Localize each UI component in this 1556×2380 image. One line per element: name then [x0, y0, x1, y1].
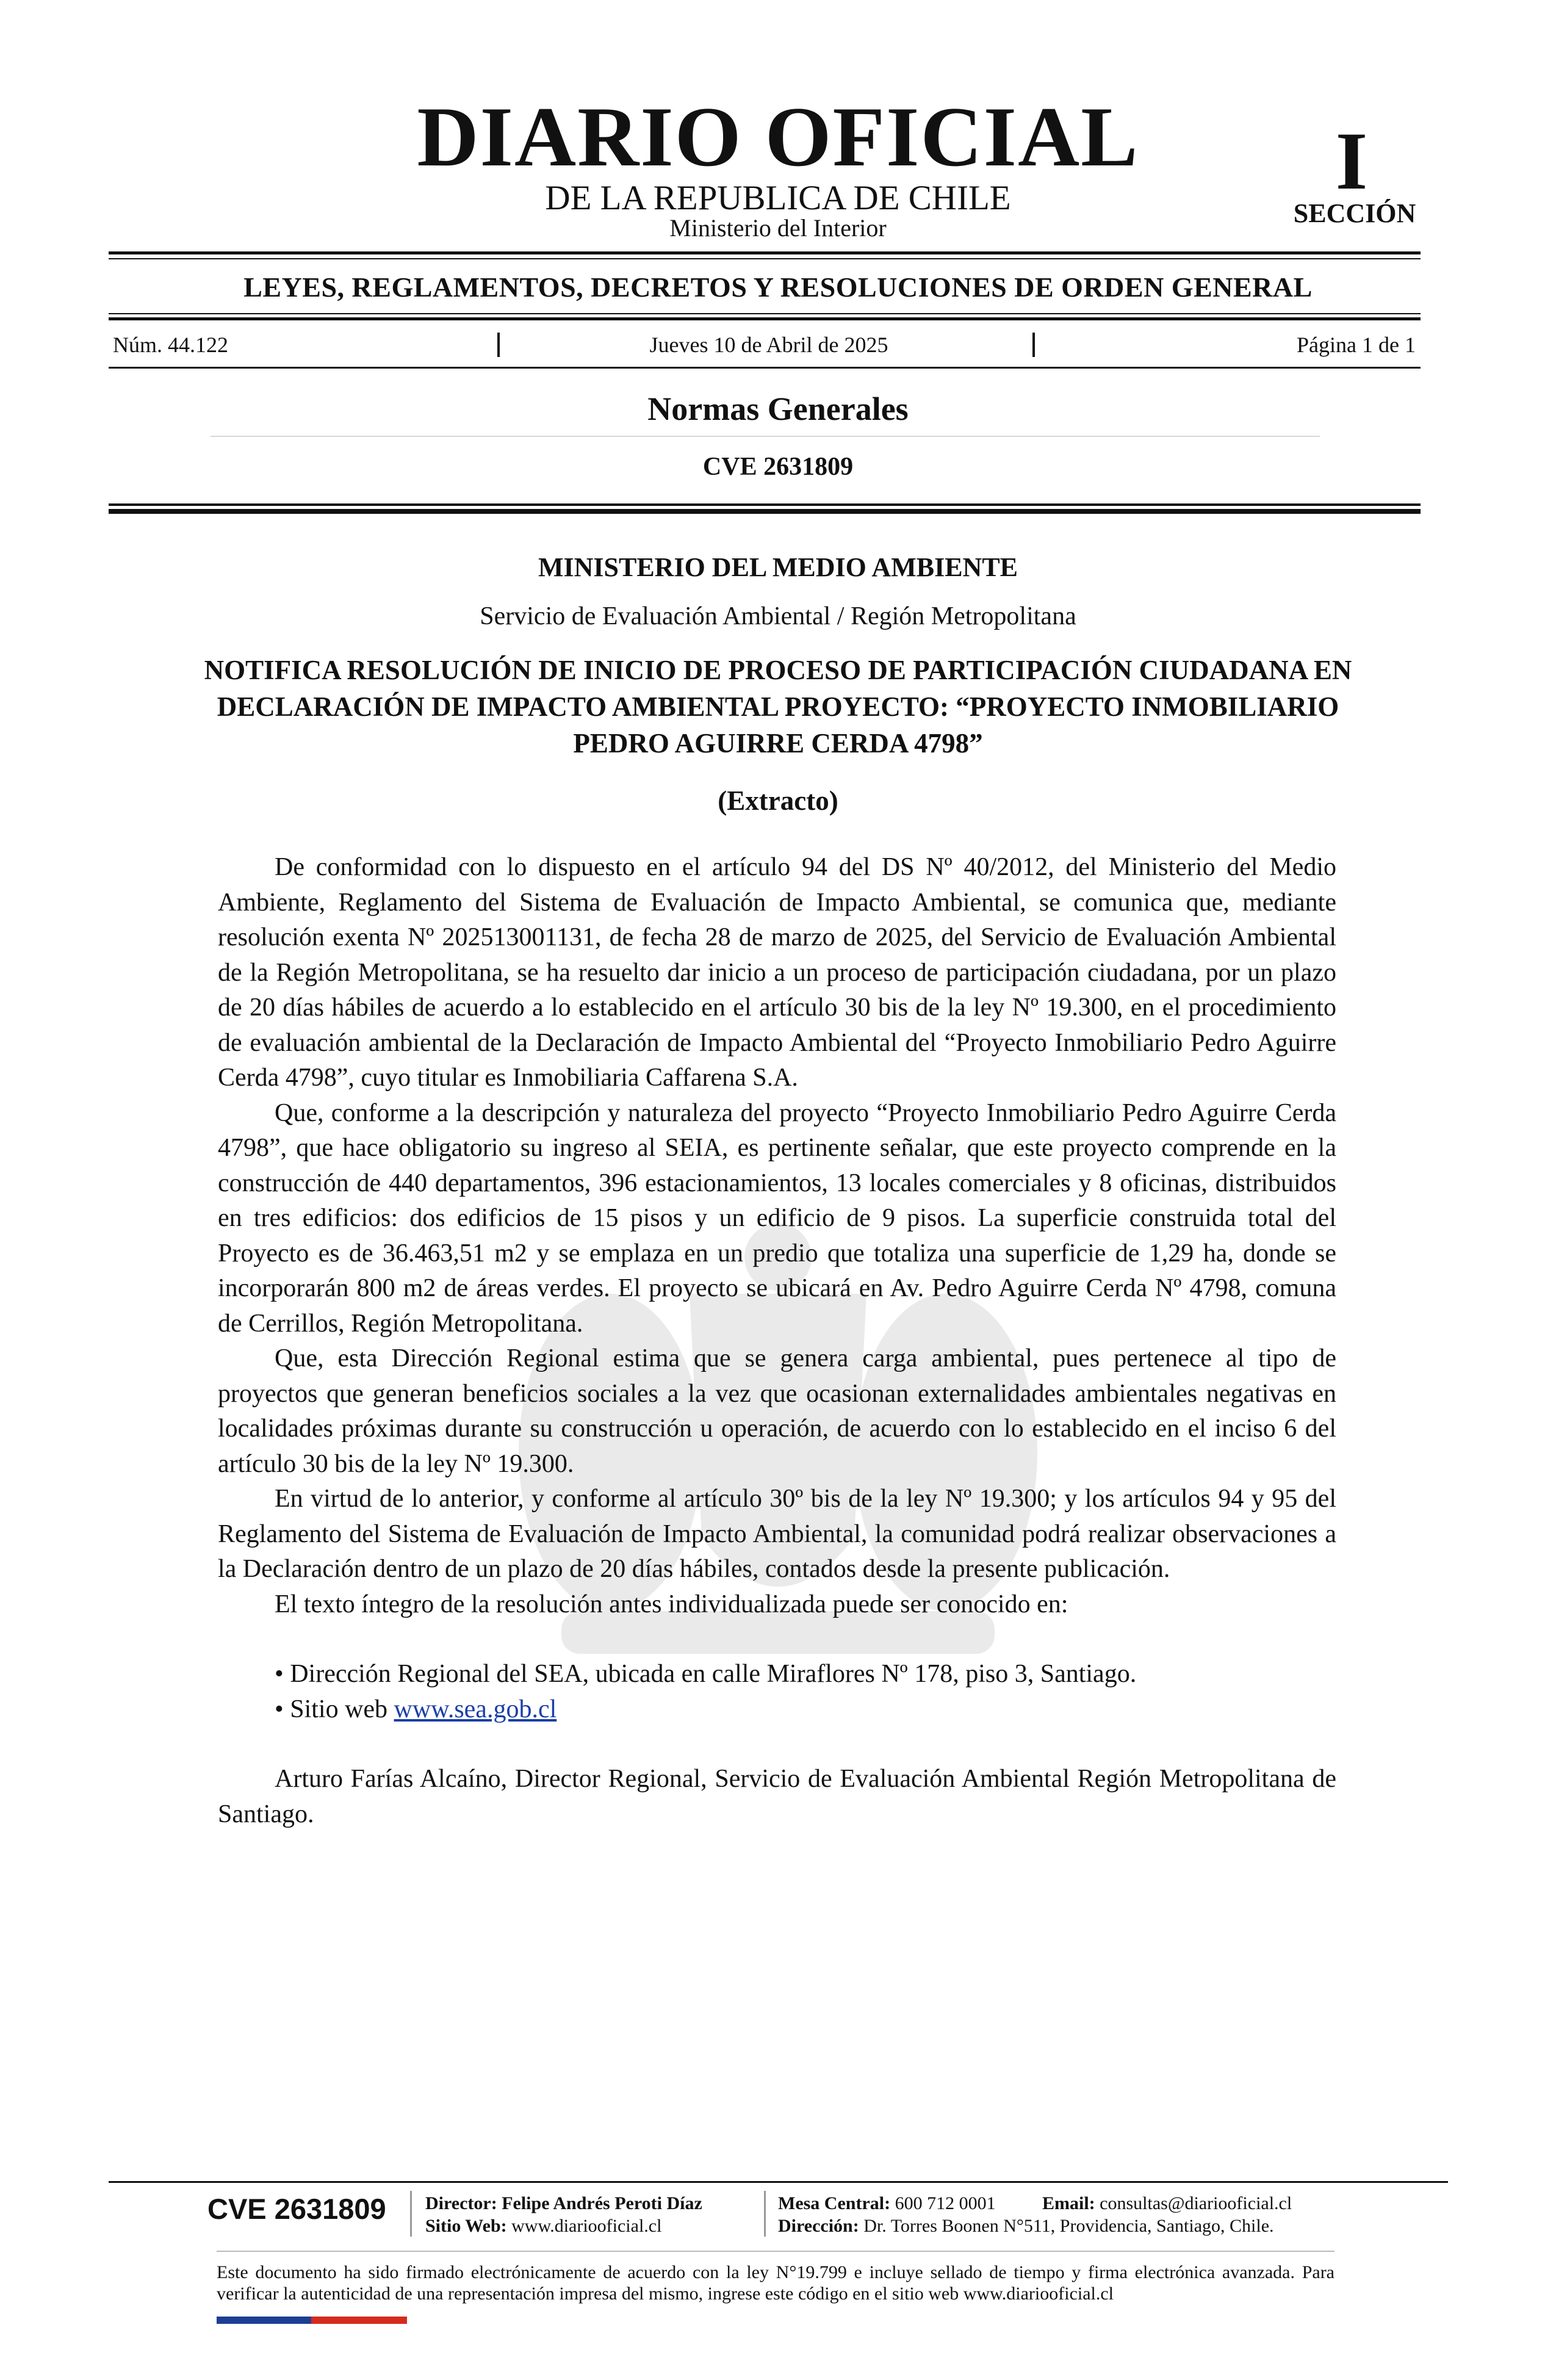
masthead-ministry: Ministerio del Interior: [669, 214, 887, 242]
masthead-title: DIARIO OFICIAL: [417, 90, 1139, 184]
footer-separator: [764, 2191, 766, 2237]
article-service: Servicio de Evaluación Ambiental / Región Metropolitana: [480, 602, 1076, 630]
footer-separator: [410, 2191, 412, 2237]
article-ministry: MINISTERIO DEL MEDIO AMBIENTE: [538, 552, 1018, 582]
flag-stripe-blue: [217, 2317, 311, 2324]
article-body: [218, 850, 1336, 1832]
section-numeral: I: [1335, 116, 1368, 207]
flag-stripe-red: [311, 2317, 407, 2324]
footer-divider: [217, 2251, 1334, 2252]
footer-website: Sitio Web: www.diariooficial.cl: [425, 2216, 662, 2236]
section-title: Normas Generales: [647, 391, 909, 427]
header-rule-mid-thin: [109, 313, 1421, 314]
header-rule-top: [109, 251, 1421, 254]
laws-header: LEYES, REGLAMENTOS, DECRETOS Y RESOLUCIONES DE ORDEN GENERAL: [243, 272, 1313, 303]
cve-rule-thick: [109, 509, 1421, 514]
norms-divider: [211, 436, 1320, 437]
header-rule-mid: [109, 317, 1421, 320]
footer-phone: Mesa Central: 600 712 0001: [778, 2193, 996, 2213]
list-item: • Dirección Regional del SEA, ubicada en calle Miraflores Nº 178, piso 3, Santiago.: [275, 1660, 1137, 1688]
section-label: SECCIÓN: [1293, 198, 1416, 228]
signature: Arturo Farías Alcaíno, Director Regional, Servicio de Evaluación Ambiental Región Metropolitana de Santiago.: [218, 1765, 1336, 1828]
masthead-subtitle: DE LA REPUBLICA DE CHILE: [545, 179, 1011, 217]
sea-website-link[interactable]: www.sea.gob.cl: [394, 1695, 557, 1723]
info-separator: [497, 333, 500, 357]
info-rule: [109, 367, 1421, 369]
info-separator: [1032, 333, 1035, 357]
list-item-prefix: • Sitio web: [275, 1695, 394, 1723]
footer-address: Dirección: Dr. Torres Boonen N°511, Providencia, Santiago, Chile.: [778, 2216, 1274, 2236]
footer-director: Director: Felipe Andrés Peroti Díaz: [425, 2193, 702, 2213]
extract-label: (Extracto): [718, 785, 838, 816]
issue-date: Jueves 10 de Abril de 2025: [649, 333, 888, 357]
footer-rule: [109, 2181, 1448, 2183]
location-list: [218, 1657, 1336, 1727]
body-paragraph: De conformidad con lo dispuesto en el artículo 94 del DS Nº 40/2012, del Ministerio del Medio Ambiente, Reglamento del Sistema de Evaluación de Impacto Ambiental, se comunica que, mediante resolución exenta Nº 202513001131, de fecha 28 de marzo de 2025, del Servicio de Evaluación Ambiental de la Región Metropolitana, se ha resuelto dar inicio a un proceso de participación ciudadana, por un plazo de 20 días hábiles de acuerdo a lo establecido en el artículo 30 bis de la ley Nº 19.300, en el procedimiento de evaluación ambiental de la Declaración de Impacto Ambiental del “Proyecto Inmobiliario Pedro Aguirre Cerda 4798”, cuyo titular es Inmobiliaria Caffarena S.A.: [218, 853, 1336, 1092]
list-item: [275, 1692, 1336, 1728]
article-heading: NOTIFICA RESOLUCIÓN DE INICIO DE PROCESO DE PARTICIPACIÓN CIUDADANA EN DECLARACIÓN DE IMPACTO AMBIENTAL PROYECTO: “PROYECTO INMOBILIARIO PEDRO AGUIRRE CERDA 4798”: [204, 655, 1352, 759]
footer-cve-code: CVE 2631809: [207, 2193, 386, 2225]
header-rule-top-thin: [109, 258, 1421, 259]
page-indicator: Página 1 de 1: [1297, 333, 1416, 357]
issue-number: Núm. 44.122: [113, 333, 228, 357]
body-paragraph: El texto íntegro de la resolución antes individualizada puede ser conocido en:: [275, 1590, 1068, 1618]
cve-code: CVE 2631809: [702, 453, 854, 481]
cve-rule-thin: [109, 503, 1421, 506]
body-paragraph: Que, conforme a la descripción y naturaleza del proyecto “Proyecto Inmobiliario Pedro Aguirre Cerda 4798”, que hace obligatorio su ingreso al SEIA, es pertinente señalar, que este proyecto comprende en la construcción de 440 departamentos, 396 estacionamientos, 13 locales comerciales y 8 oficinas, distribuidos en tres edificios: dos edificios de 15 pisos y un edificio de 9 pisos. La superficie construida total del Proyecto es de 36.463,51 m2 y se emplaza en un predio que totaliza una superficie de 1,29 ha, donde se incorporarán 800 m2 de áreas verdes. El proyecto se ubicará en Av. Pedro Aguirre Cerda Nº 4798, comuna de Cerrillos, Región Metropolitana.: [218, 1098, 1336, 1338]
footer-note: Este documento ha sido firmado electrónicamente de acuerdo con la ley N°19.799 e incluye sellado de tiempo y firma electrónica avanzada. Para verificar la autenticidad de una representación impresa del mismo, ingrese este código en el sitio web www.diariooficial.cl: [217, 2262, 1334, 2304]
footer-email: Email: consultas@diariooficial.cl: [1042, 2193, 1292, 2213]
body-paragraph: En virtud de lo anterior, y conforme al artículo 30º bis de la ley Nº 19.300; y los artículos 94 y 95 del Reglamento del Sistema de Evaluación de Impacto Ambiental, la comunidad podrá realizar observaciones a la Declaración dentro de un plazo de 20 días hábiles, contados desde la presente publicación.: [218, 1485, 1336, 1583]
body-paragraph: Que, esta Dirección Regional estima que se genera carga ambiental, pues pertenece al tipo de proyectos que generan beneficios sociales a la vez que ocasionan externalidades ambientales negativas en localidades próximas durante su construcción u operación, de acuerdo con lo establecido en el inciso 6 del artículo 30 bis de la ley Nº 19.300.: [218, 1344, 1336, 1478]
